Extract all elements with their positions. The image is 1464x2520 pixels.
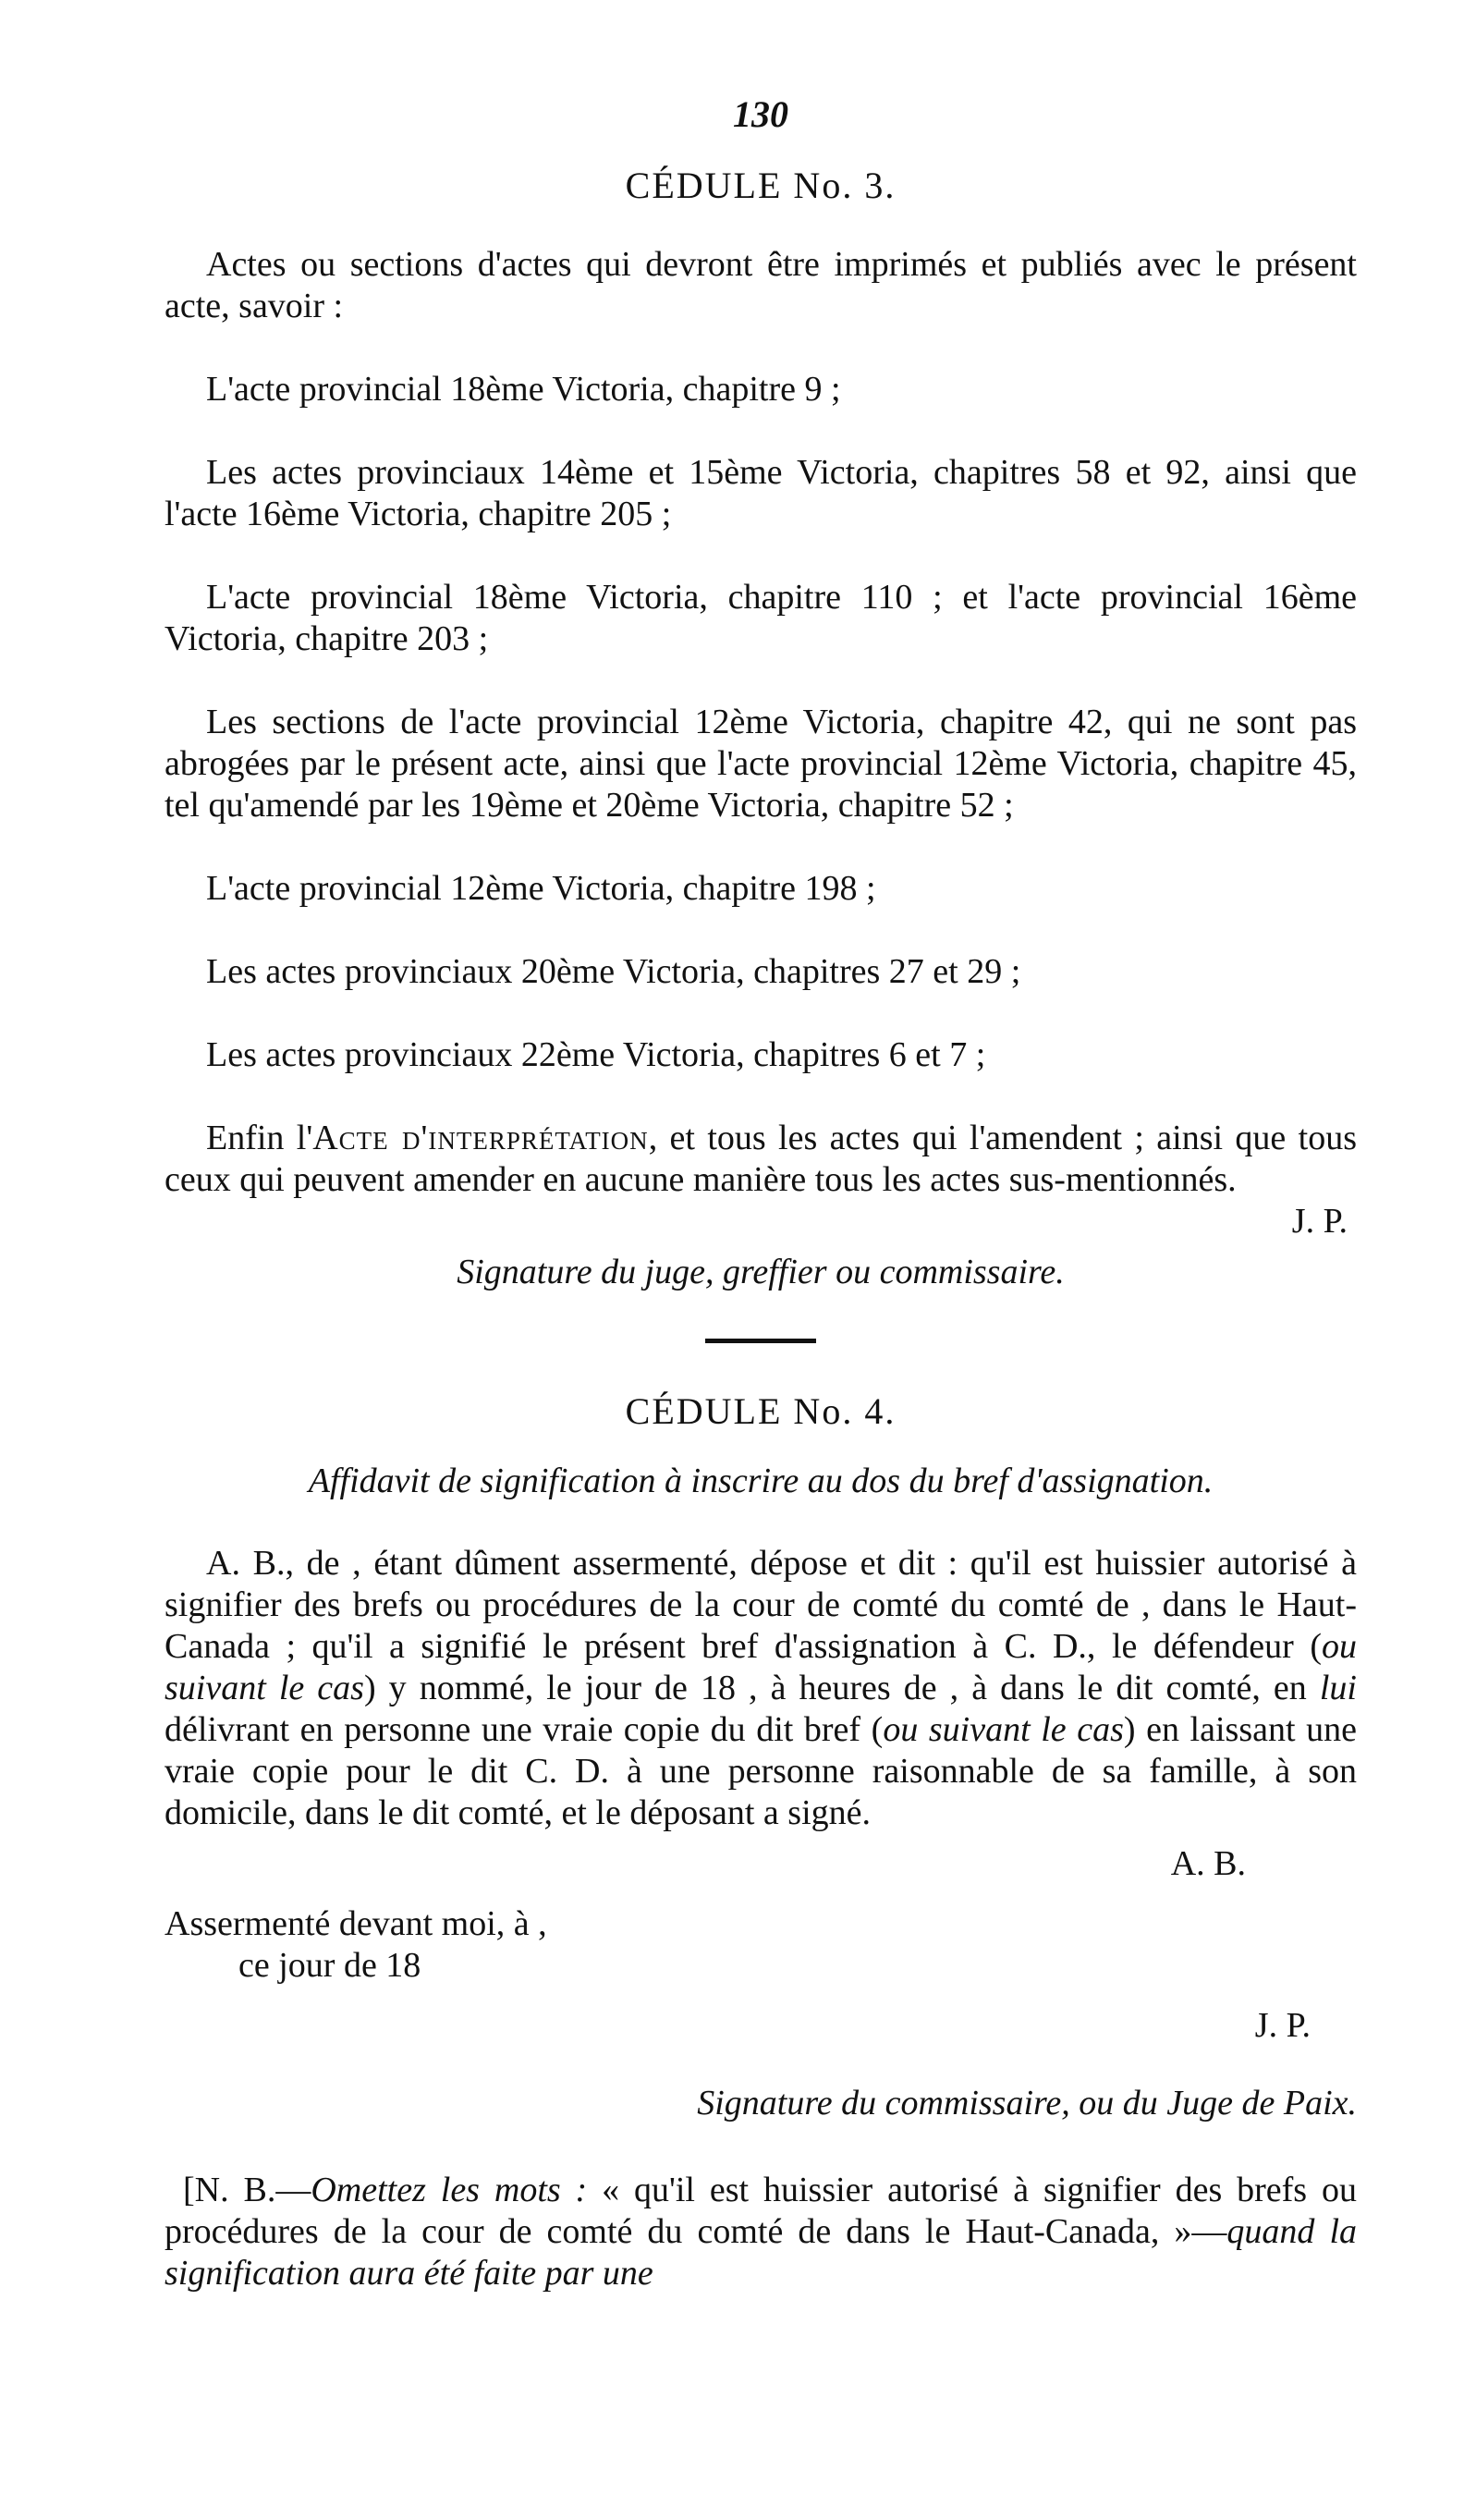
schedule-3-item: Les sections de l'acte provincial 12ème Victoria, chapitre 42, qui ne sont pas abrogées par le présent acte, ainsi que l'acte provincial 12ème Victoria, chapitre 45, tel qu'amendé par les 19ème et 20ème Victoria, chapitre 52 ; bbox=[165, 703, 1357, 825]
schedule-4-signature-line: Signature du commissaire, ou du Juge de Paix. bbox=[697, 2084, 1357, 2122]
nota-bene-note bbox=[165, 2170, 1357, 2294]
schedule-4-subheading: Affidavit de signification à inscrire au dos du bref d'assignation. bbox=[308, 1462, 1214, 1500]
justice-initials: J. P. bbox=[1254, 2006, 1311, 2045]
schedule-3-item: L'acte provincial 12ème Victoria, chapitre 198 ; bbox=[206, 869, 876, 908]
note-text-mid: « qu'il est huissier autorisé à signifier des brefs ou procédures de la cour de comté du comté de dans le Haut-Canada, »— bbox=[165, 2171, 1357, 2251]
schedule-3-item: Les actes provinciaux 20ème Victoria, chapitres 27 et 29 ; bbox=[206, 952, 1021, 991]
schedule-3-initials: J. P. bbox=[1291, 1202, 1348, 1241]
sworn-line-1: Assermenté devant moi, à , bbox=[165, 1904, 547, 1943]
affidavit-italic-2: lui bbox=[1319, 1669, 1357, 1707]
affidavit-text-4: ) en laissant une vraie copie pour le dit C. D. à une personne raisonnable de sa famille, à son domicile, dans le dit comté, et le déposant a signé. bbox=[165, 1710, 1357, 1832]
interpretation-act-title: Acte d'interprétation bbox=[312, 1119, 649, 1157]
affidavit-body bbox=[165, 1543, 1357, 1834]
affidavit-italic-1: ou suivant le cas bbox=[165, 1627, 1357, 1707]
page-number: 130 bbox=[733, 93, 788, 135]
schedule-3-heading: CÉDULE No. 3. bbox=[625, 165, 897, 206]
note-italic-2: quand la signification aura été faite par une bbox=[165, 2212, 1357, 2293]
schedule-3-item: Les actes provinciaux 22ème Victoria, chapitres 6 et 7 ; bbox=[206, 1035, 986, 1074]
affidavit-text-3: délivrant en personne une vraie copie du dit bref ( bbox=[165, 1710, 884, 1749]
affidavit-italic-3: ou suivant le cas bbox=[883, 1710, 1124, 1749]
affidavit-text-2: ) y nommé, le jour de 18 , à heures de , à dans le dit comté, en bbox=[363, 1669, 1320, 1707]
schedule-3-intro: Actes ou sections d'actes qui devront être imprimés et publiés avec le présent acte, savoir : bbox=[165, 245, 1357, 325]
note-text-pre: [N. B.— bbox=[183, 2171, 311, 2209]
schedule-4-heading: CÉDULE No. 4. bbox=[625, 1390, 897, 1432]
note-italic-1: Omettez les mots : bbox=[311, 2171, 588, 2209]
sworn-statement bbox=[165, 1903, 1357, 1987]
final-text-pre: Enfin l' bbox=[206, 1119, 313, 1157]
schedule-3-signature-line: Signature du juge, greffier ou commissaire. bbox=[457, 1253, 1065, 1291]
schedule-3-final-paragraph bbox=[165, 1118, 1357, 1201]
document-page bbox=[165, 92, 1357, 2336]
schedule-3-item: L'acte provincial 18ème Victoria, chapitre 9 ; bbox=[206, 370, 841, 409]
sworn-line-2: ce jour de 18 bbox=[238, 1946, 421, 1985]
affidavit-text-1: A. B., de , étant dûment assermenté, dépose et dit : qu'il est huissier autorisé à signifier des brefs ou procédures de la cour de comté du comté de , dans le Haut-Canada ; qu'il a signifié le présent bref d'assignation à C. D., le défendeur ( bbox=[165, 1544, 1357, 1666]
schedule-3-item: L'acte provincial 18ème Victoria, chapitre 110 ; et l'acte provincial 16ème Victoria, chapitre 203 ; bbox=[165, 578, 1357, 658]
final-text-post: , et tous les actes qui l'amendent ; ainsi que tous ceux qui peuvent amender en aucune manière tous les actes sus-mentionnés. bbox=[165, 1119, 1358, 1199]
section-divider bbox=[705, 1339, 816, 1343]
deponent-initials: A. B. bbox=[1170, 1844, 1246, 1883]
schedule-3-item: Les actes provinciaux 14ème et 15ème Victoria, chapitres 58 et 92, ainsi que l'acte 16ème Victoria, chapitre 205 ; bbox=[165, 453, 1357, 533]
